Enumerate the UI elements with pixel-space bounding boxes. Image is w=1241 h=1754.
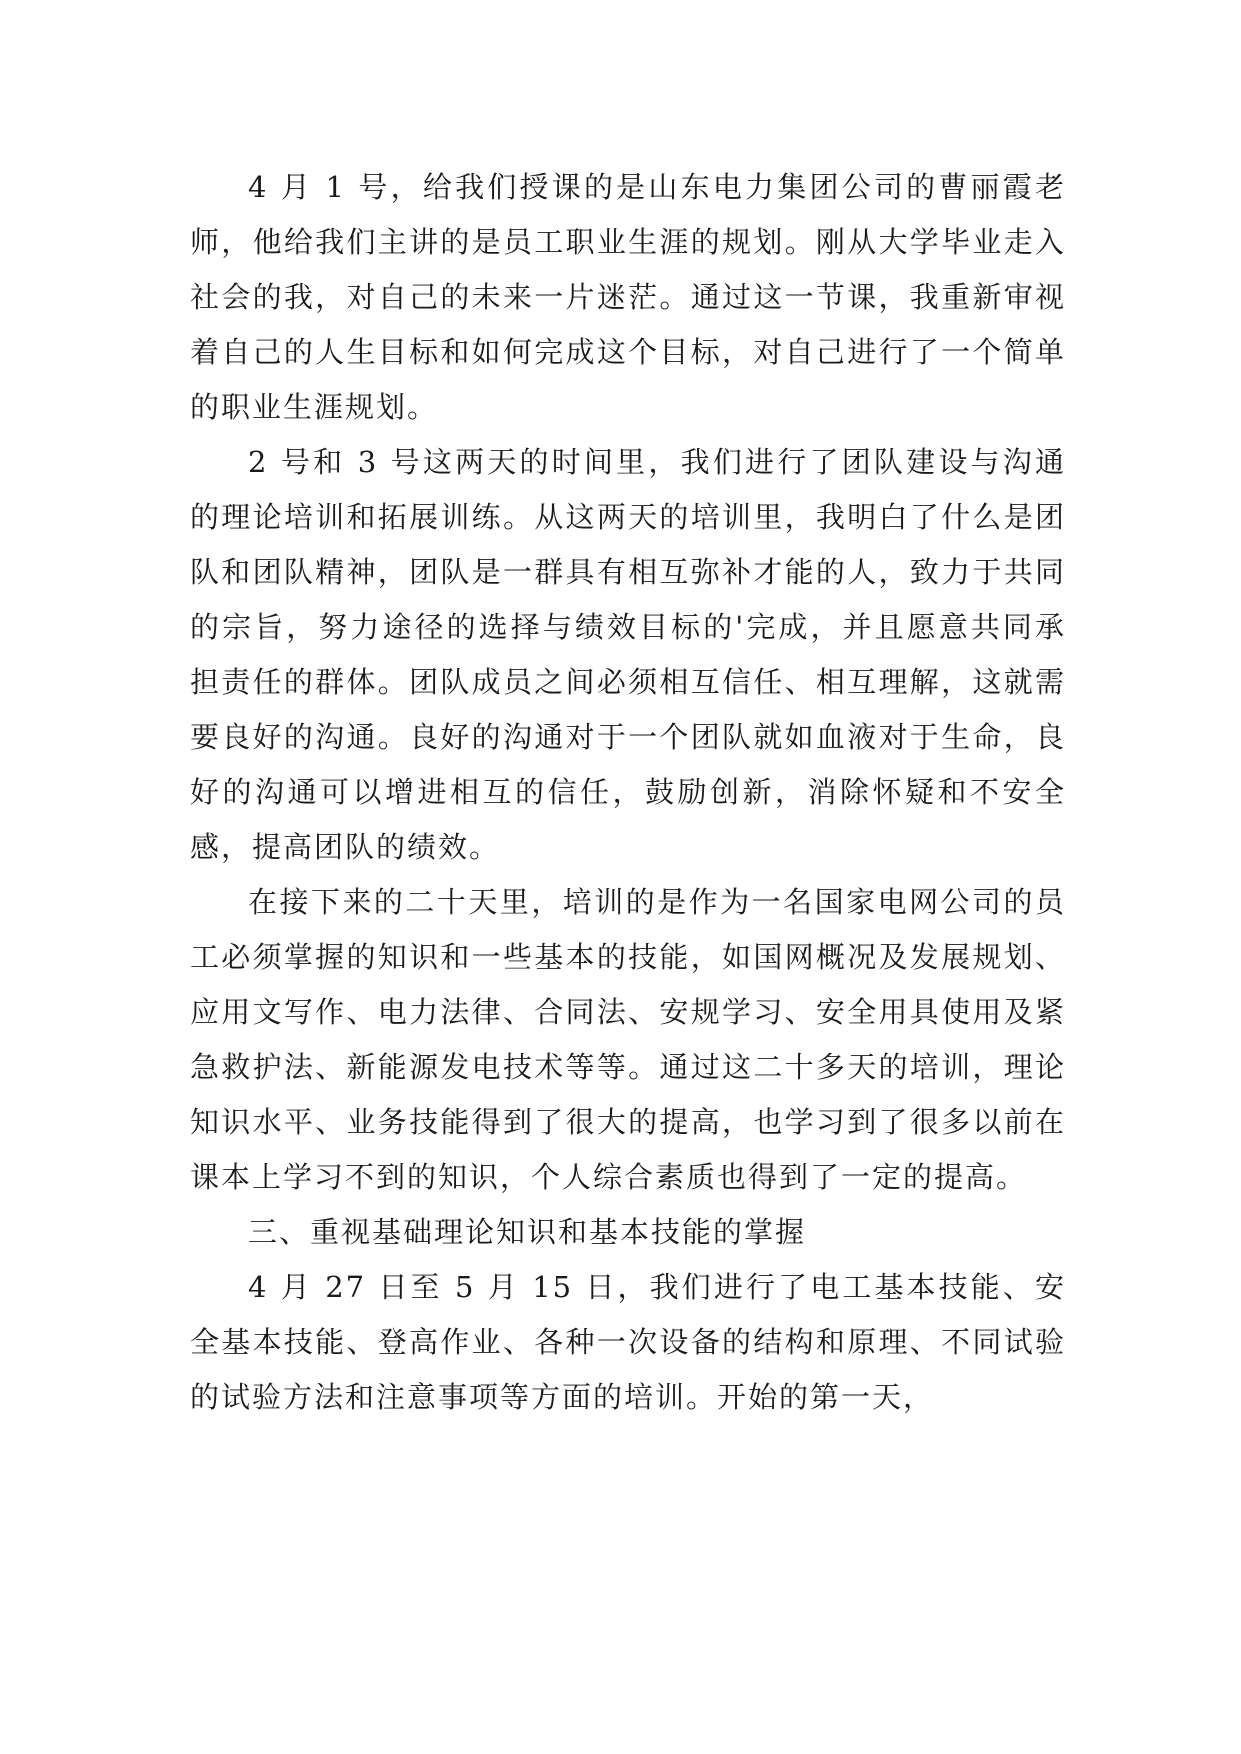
paragraph-team-building: 2 号和 3 号这两天的时间里，我们进行了团队建设与沟通的理论培训和拓展训练。从这两天的培训里，我明白了什么是团队和团队精神，团队是一群具有相互弥补才能的人，致力于共同的宗旨，努力途径的选择与绩效目标的'完成，并且愿意共同承担责任的群体。团队成员之间必须相互信任、相互理解，这就需要良好的沟通。良好的沟通对于一个团队就如血液对于生命，良好的沟通可以增进相互的信任，鼓励创新，消除怀疑和不安全感，提高团队的绩效。: [190, 445, 1066, 864]
section-heading: 三、重视基础理论知识和基本技能的掌握: [248, 1215, 807, 1249]
paragraph-skills-training: 4 月 27 日至 5 月 15 日，我们进行了电工基本技能、安全基本技能、登高作业、各种一次设备的结构和原理、不同试验的试验方法和注意事项等方面的培训。开始的第一天，: [190, 1270, 1066, 1414]
paragraph-career-planning: 4 月 1 号，给我们授课的是山东电力集团公司的曹丽霞老师，他给我们主讲的是员工职业生涯的规划。刚从大学毕业走入社会的我，对自己的未来一片迷茫。通过这一节课，我重新审视着自己的人生目标和如何完成这个目标，对自己进行了一个简单的职业生涯规划。: [190, 170, 1066, 424]
document-body: [190, 160, 1066, 1425]
paragraph-knowledge-training: 在接下来的二十天里，培训的是作为一名国家电网公司的员工必须掌握的知识和一些基本的技能，如国网概况及发展规划、应用文写作、电力法律、合同法、安规学习、安全用具使用及紧急救护法、新能源发电技术等等。通过这二十多天的培训，理论知识水平、业务技能得到了很大的提高，也学习到了很多以前在课本上学习不到的知识，个人综合素质也得到了一定的提高。: [190, 885, 1066, 1194]
